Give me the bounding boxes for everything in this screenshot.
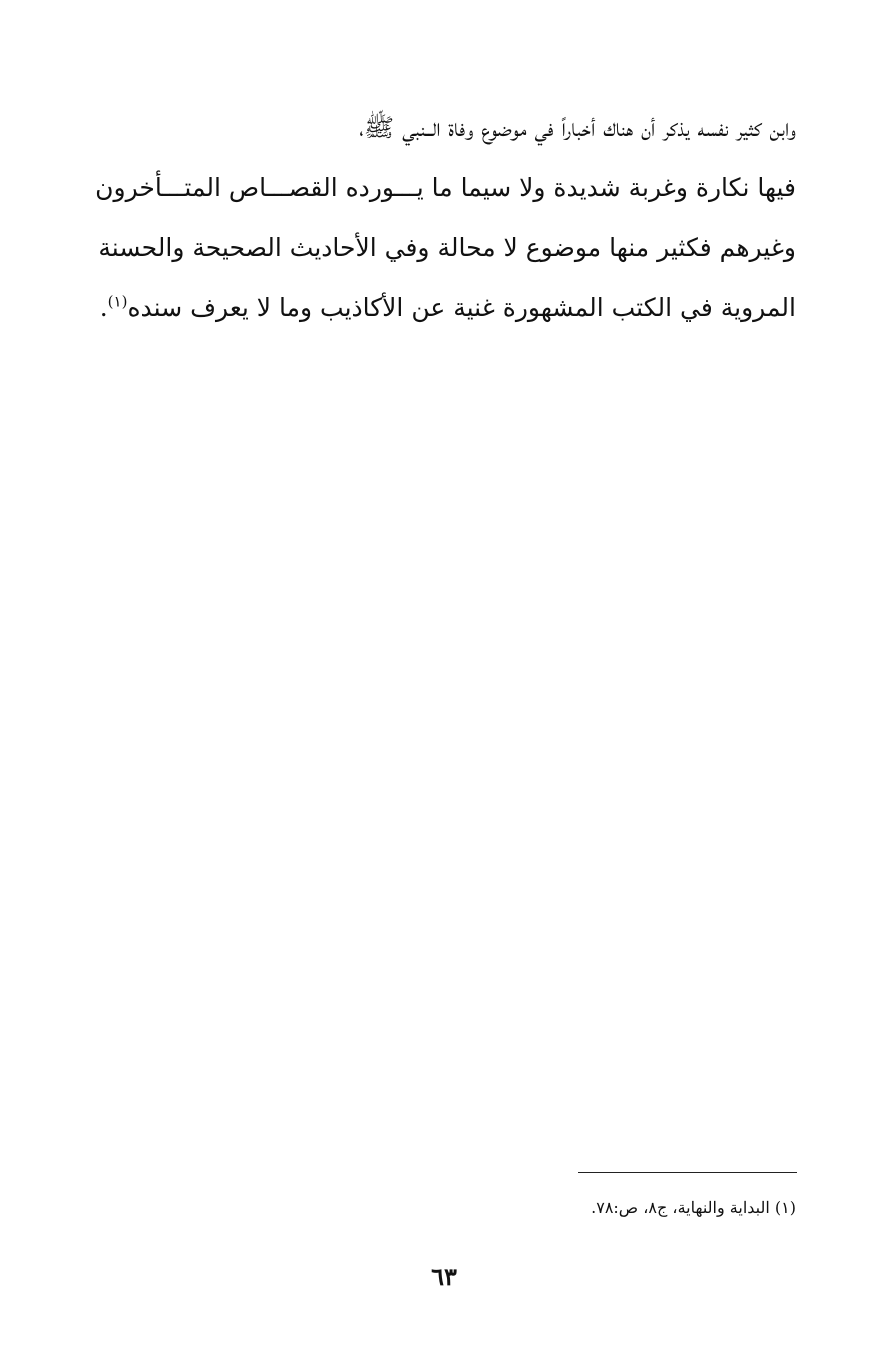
paragraph-line-2: فيها نكارة وغربة شديدة ولا سيما ما يـــورده القصـــاص المتـــأخرون (95, 173, 796, 202)
footnote-separator (578, 1172, 797, 1173)
footnote: (١) البداية والنهاية، ج٨، ص:٧٨. (591, 1198, 796, 1217)
main-paragraph (92, 98, 796, 338)
final-period: . (99, 293, 108, 322)
paragraph-line-1: وابن كثير نفسه يذكر أن هناك أخباراً في موضوع وفاة الــنبي ﷺ، (359, 113, 796, 142)
page-number: ٦٣ (431, 1262, 457, 1291)
paragraph-line-4 (92, 278, 796, 338)
paragraph-line-3: وغيرهم فكثير منها موضوع لا محالة وفي الأحاديث الصحيحة والحسنة (98, 233, 796, 262)
footnote-reference: (١) (107, 292, 128, 311)
paragraph-line-4-text: المروية في الكتب المشهورة غنية عن الأكاذيب وما لا يعرف سنده (127, 293, 796, 322)
